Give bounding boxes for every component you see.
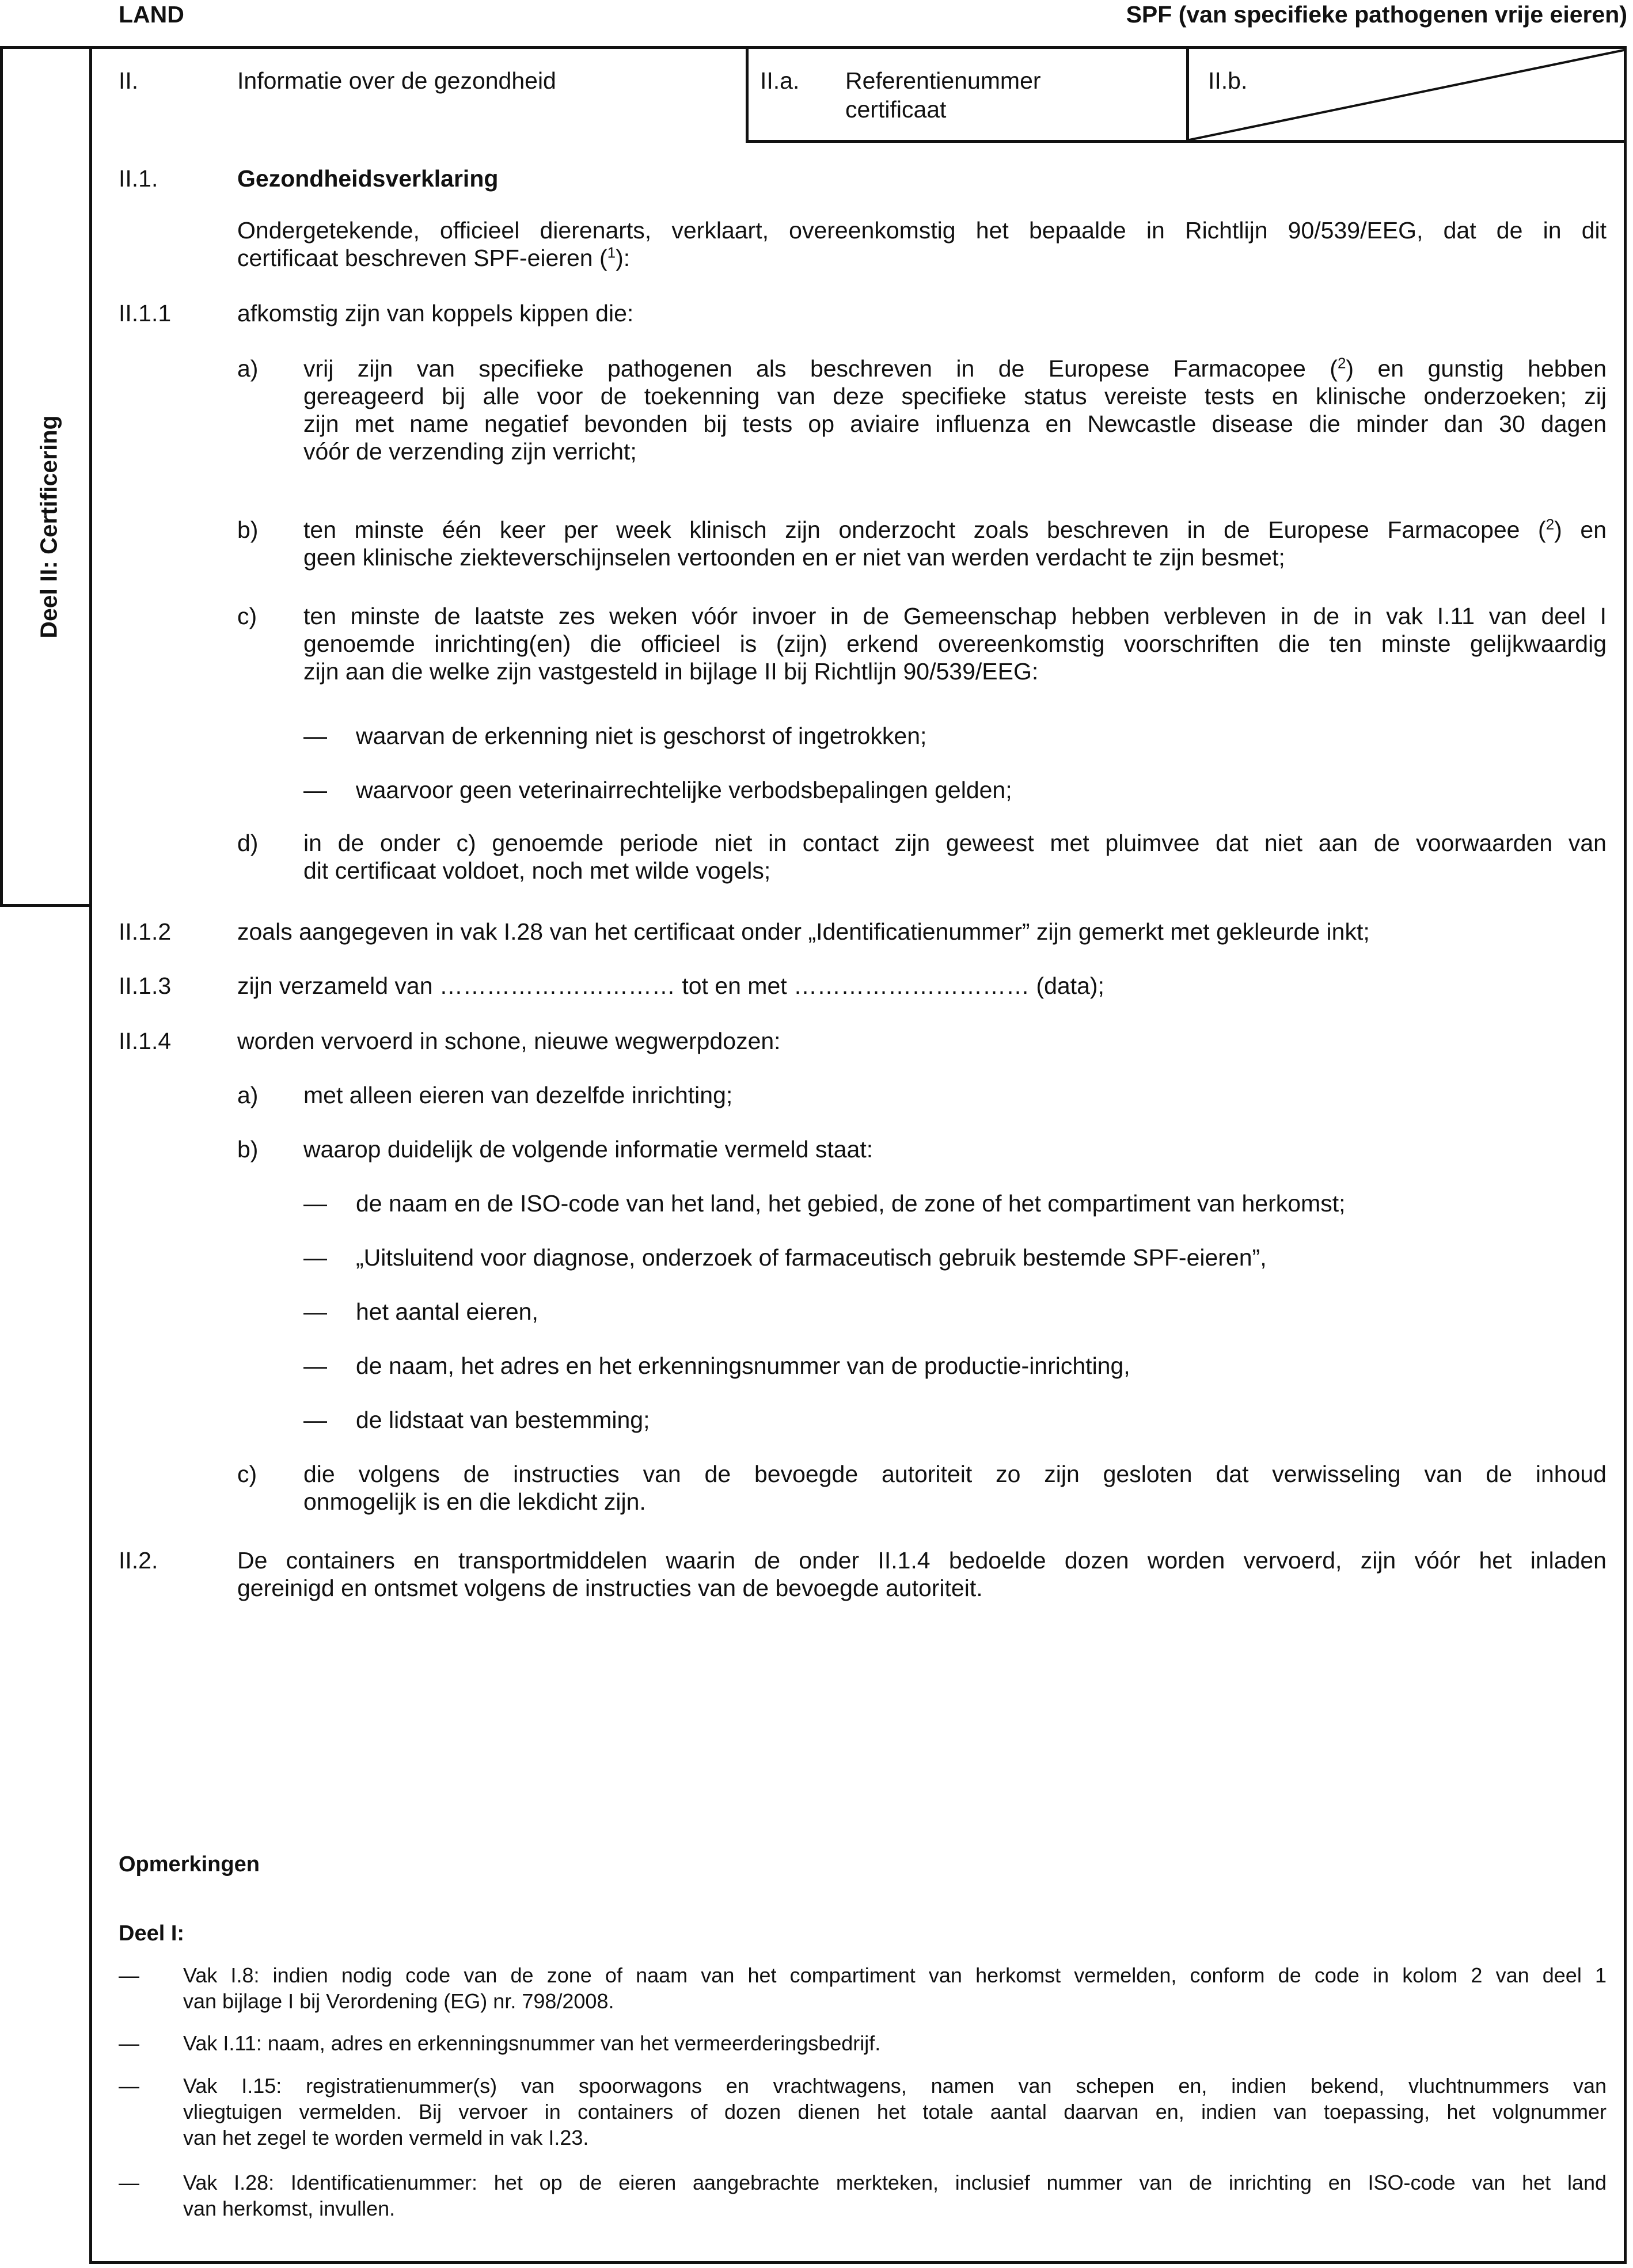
- note1-text: Vak I.8: indien nodig code van de zone of naam van het compartiment van herkomst vermelden, conform de code in kolom 2 van deel 1 van bijlage I bij Verordening (EG) nr. 798/2008.: [183, 1963, 1607, 2013]
- intro-line1: Ondergetekende, officieel dierenarts, verklaart, overeenkomstig het bepaalde in Richtlijn 90/539/EEG, dat de in dit: [237, 217, 1607, 244]
- b-dash5-text: de lidstaat van bestemming;: [356, 1407, 650, 1433]
- sidebar-box: [0, 46, 92, 907]
- iib-box: [1186, 46, 1627, 143]
- item-b-label: b): [237, 516, 259, 543]
- ii13-text[interactable]: zijn verzameld van ………………………… tot en met ………………………… (data);: [237, 972, 1104, 999]
- item-c-text: ten minste de laatste zes weken vóór invoer in de Gemeenschap hebben verbleven in de in vak I.11 van deel I genoemde inrichting(en) die officieel is (zijn) erkend overeenkomstig voorschriften die ten minste gelijkwaardig zijn aan die welke zijn vastgesteld in bijlage II bij Richtlijn 90/539/EEG:: [303, 603, 1607, 685]
- item-c-label: c): [237, 603, 257, 629]
- reference-number-box[interactable]: [746, 46, 1189, 143]
- item-d-label: d): [237, 830, 259, 856]
- sidebar-label: Deel II: Certificering: [35, 415, 62, 639]
- ii1-title: Gezondheidsverklaring: [237, 165, 499, 192]
- b-dash4-marker: —: [303, 1353, 327, 1379]
- item-d-text: in de onder c) genoemde periode niet in contact zijn geweest met pluimvee dat niet aan de voorwaarden van dit certificaat voldoet, noch met wilde vogels;: [303, 830, 1607, 884]
- ii13-number: II.1.3: [119, 972, 172, 999]
- note2-text: Vak I.11: naam, adres en erkenningsnummer van het vermeerderingsbedrijf.: [183, 2031, 881, 2055]
- b-dash1-marker: —: [303, 1190, 327, 1217]
- ref-label-line2: certificaat: [845, 96, 947, 123]
- c-dash2-marker: —: [303, 777, 327, 803]
- ii1-number: II.1.: [119, 165, 158, 192]
- item-a-label: a): [237, 355, 259, 382]
- b-dash3-marker: —: [303, 1298, 327, 1325]
- ii14-a-label: a): [237, 1082, 259, 1108]
- note4-text: Vak I.28: Identificatienummer: het op de eieren aangebrachte merkteken, inclusief nummer van de inrichting en ISO-code van het land van herkomst, invullen.: [183, 2171, 1607, 2220]
- b-dash3-text: het aantal eieren,: [356, 1298, 538, 1325]
- intro-paragraph: [237, 216, 1607, 272]
- notes-part: Deel I:: [119, 1921, 185, 1946]
- b-dash2-marker: —: [303, 1244, 327, 1271]
- item-b-text: ten minste één keer per week klinisch zijn onderzocht zoals beschreven in de Europese Farmacopee ($^2$) en geen klinische ziekteverschijnselen vertoonden en er niet van werden verdacht te zijn besmet;: [303, 515, 1607, 571]
- notes-heading: Opmerkingen: [119, 1852, 260, 1876]
- ii14-text: worden vervoerd in schone, nieuwe wegwerpdozen:: [237, 1028, 781, 1054]
- ii14-c-text: die volgens de instructies van de bevoegde autoriteit zo zijn gesloten dat verwisseling van de inhoud onmogelijk is en die lekdicht zijn.: [303, 1461, 1607, 1515]
- ii2-number: II.2.: [119, 1547, 158, 1574]
- note2-marker: —: [119, 2031, 139, 2055]
- ii14-b-label: b): [237, 1136, 259, 1163]
- section-number: II.: [119, 67, 139, 94]
- ii14-number: II.1.4: [119, 1028, 172, 1054]
- note4-marker: —: [119, 2171, 139, 2194]
- ii12-number: II.1.2: [119, 918, 172, 945]
- ii12-text: zoals aangegeven in vak I.28 van het certificaat onder „Identificatienummer” zijn gemerkt met gekleurde inkt;: [237, 918, 1370, 945]
- intro-line2: certificaat beschreven SPF-eieren ($^1$):: [237, 244, 631, 271]
- ii14-a-text: met alleen eieren van dezelfde inrichting;: [303, 1082, 733, 1108]
- iib-label: II.b.: [1208, 67, 1248, 94]
- ii11-text: afkomstig zijn van koppels kippen die:: [237, 300, 634, 326]
- ii2-text: De containers en transportmiddelen waarin de onder II.1.4 bedoelde dozen worden vervoerd, zijn vóór het inladen gereinigd en ontsmet volgens de instructies van de bevoegde autoriteit.: [237, 1547, 1607, 1601]
- b-dash4-text: de naam, het adres en het erkenningsnummer van de productie-inrichting,: [356, 1353, 1130, 1379]
- note3-marker: —: [119, 2074, 139, 2098]
- header-land: LAND: [119, 1, 184, 28]
- header-title: SPF (van specifieke pathogenen vrije eieren): [1126, 1, 1627, 28]
- b-dash2-text: „Uitsluitend voor diagnose, onderzoek of farmaceutisch gebruik bestemde SPF-eieren”,: [356, 1244, 1267, 1271]
- item-a-text: vrij zijn van specifieke pathogenen als beschreven in de Europese Farmacopee ($^2$) en gunstig hebben gereageerd bij alle voor de toekenning van deze specifieke status vereiste tests en klinische onderzoeken; zij zijn met name negatief bevonden bij tests op aviaire influenza en Newcastle disease die minder dan 30 dagen vóór de verzending zijn verricht;: [303, 354, 1607, 465]
- ii14-c-label: c): [237, 1461, 257, 1487]
- ii14-b-text: waarop duidelijk de volgende informatie vermeld staat:: [303, 1136, 874, 1163]
- c-dash1-text: waarvan de erkenning niet is geschorst of ingetrokken;: [356, 723, 927, 749]
- b-dash1-text: de naam en de ISO-code van het land, het gebied, de zone of het compartiment van herkomst;: [356, 1190, 1346, 1217]
- b-dash5-marker: —: [303, 1407, 327, 1433]
- ref-label-line1: Referentienummer: [845, 67, 1041, 94]
- c-dash2-text: waarvoor geen veterinairrechtelijke verbodsbepalingen gelden;: [356, 777, 1012, 803]
- ref-number: II.a.: [760, 67, 800, 94]
- note1-marker: —: [119, 1963, 139, 1987]
- iib-diagonal-line: [1189, 46, 1627, 143]
- c-dash1-marker: —: [303, 723, 327, 749]
- ii11-number: II.1.1: [119, 300, 172, 326]
- section-title: Informatie over de gezondheid: [237, 67, 556, 94]
- note3-text: Vak I.15: registratienummer(s) van spoorwagons en vrachtwagens, namen van schepen en, indien bekend, vluchtnummers van vliegtuigen vermelden. Bij vervoer in containers of dozen dienen het totale aantal daarvan en, indien van toepassing, het volgnummer van het zegel te worden vermeld in vak I.23.: [183, 2074, 1607, 2149]
